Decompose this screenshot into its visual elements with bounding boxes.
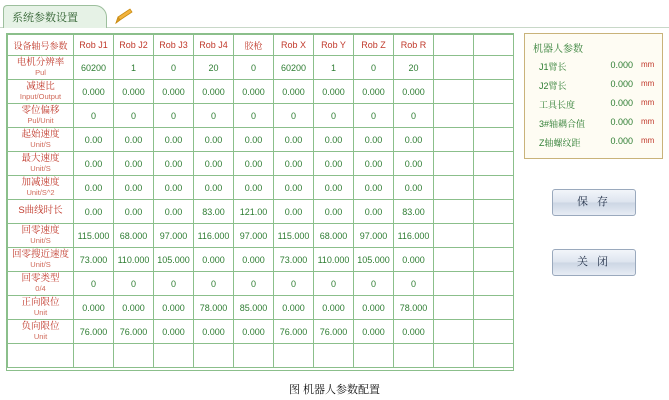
table-cell[interactable]: [434, 176, 474, 200]
table-cell[interactable]: [474, 80, 514, 104]
table-cell[interactable]: 0: [154, 272, 194, 296]
table-cell[interactable]: 0: [114, 272, 154, 296]
robot-param-unit: mm: [641, 136, 655, 145]
table-row: [8, 56, 515, 80]
table-row-empty: [8, 344, 515, 368]
table-cell[interactable]: 0.00: [394, 128, 434, 152]
robot-param-unit: mm: [641, 79, 655, 88]
robot-param-row: [525, 136, 664, 153]
table-cell[interactable]: 0.000: [314, 296, 354, 320]
table-cell[interactable]: 0.00: [354, 200, 394, 224]
table-cell[interactable]: 0: [274, 104, 314, 128]
table-cell[interactable]: 76.000: [274, 320, 314, 344]
column-header-rob-j1[interactable]: Rob J1: [74, 35, 114, 56]
table-cell[interactable]: 0.00: [114, 152, 154, 176]
table-cell[interactable]: 0.00: [234, 176, 274, 200]
table-cell[interactable]: 0.00: [194, 176, 234, 200]
table-cell[interactable]: 97.000: [234, 224, 274, 248]
table-cell-empty[interactable]: [434, 344, 474, 368]
table-cell[interactable]: [514, 128, 515, 152]
table-cell[interactable]: 0.000: [314, 80, 354, 104]
row-header-unit: Unit: [33, 307, 48, 317]
parameter-table-header: [8, 35, 515, 56]
table-cell[interactable]: [434, 224, 474, 248]
row-header-unit: 0/4: [35, 283, 46, 293]
table-cell[interactable]: 73.000: [74, 248, 114, 272]
table-cell[interactable]: 1: [314, 56, 354, 80]
table-cell[interactable]: 60200: [74, 56, 114, 80]
column-header-blank[interactable]: [514, 35, 515, 56]
table-row: [8, 200, 515, 224]
table-cell[interactable]: 0.000: [274, 80, 314, 104]
table-cell[interactable]: [434, 248, 474, 272]
table-cell[interactable]: [474, 128, 514, 152]
table-cell[interactable]: [474, 152, 514, 176]
table-cell[interactable]: [434, 200, 474, 224]
table-cell[interactable]: 85.000: [234, 296, 274, 320]
table-row: [8, 320, 515, 344]
row-header-unit: Input/Output: [19, 91, 62, 101]
table-cell[interactable]: [514, 224, 515, 248]
table-cell[interactable]: 0.00: [154, 152, 194, 176]
table-row: [8, 296, 515, 320]
table-cell[interactable]: [474, 224, 514, 248]
table-cell[interactable]: [434, 272, 474, 296]
table-cell[interactable]: 78.000: [194, 296, 234, 320]
table-cell[interactable]: [434, 80, 474, 104]
row-header: [8, 200, 74, 224]
table-cell[interactable]: 0.000: [234, 320, 274, 344]
table-cell[interactable]: 20: [194, 56, 234, 80]
row-header-label: 回零类型: [21, 272, 60, 284]
table-cell[interactable]: 0: [234, 272, 274, 296]
column-header-rob-z[interactable]: Rob Z: [354, 35, 394, 56]
table-cell[interactable]: 116.000: [194, 224, 234, 248]
column-header-rob-r[interactable]: Rob R: [394, 35, 434, 56]
table-cell[interactable]: 0: [234, 104, 274, 128]
robot-param-label: 3#轴耦合值: [539, 119, 586, 129]
table-cell[interactable]: 0.000: [194, 80, 234, 104]
table-row: [8, 248, 515, 272]
table-cell[interactable]: 0.00: [114, 200, 154, 224]
table-cell[interactable]: 0.000: [394, 248, 434, 272]
row-header-label: 电机分辨率: [16, 56, 65, 68]
table-cell[interactable]: 76.000: [74, 320, 114, 344]
table-cell-empty[interactable]: [194, 344, 234, 368]
table-cell[interactable]: 105.000: [154, 248, 194, 272]
table-cell[interactable]: 0.00: [274, 128, 314, 152]
table-cell-empty[interactable]: [154, 344, 194, 368]
table-cell[interactable]: 0.000: [194, 248, 234, 272]
table-cell[interactable]: [474, 56, 514, 80]
table-cell[interactable]: 0.00: [394, 176, 434, 200]
table-row: [8, 176, 515, 200]
row-header-unit: Unit/S: [30, 163, 51, 173]
table-cell[interactable]: 0.00: [154, 200, 194, 224]
table-cell[interactable]: 68.000: [114, 224, 154, 248]
table-cell[interactable]: [514, 152, 515, 176]
table-cell[interactable]: 0.00: [274, 200, 314, 224]
table-cell[interactable]: 76.000: [314, 320, 354, 344]
robot-param-unit: mm: [641, 60, 655, 69]
row-header-unit: Pul: [35, 67, 46, 77]
table-cell[interactable]: 0: [394, 272, 434, 296]
robot-param-row: [525, 98, 664, 115]
row-header-unit: Unit: [33, 331, 48, 341]
column-header-胶枪[interactable]: 胶枪: [234, 35, 274, 56]
table-cell[interactable]: [434, 104, 474, 128]
table-cell[interactable]: [474, 296, 514, 320]
table-cell[interactable]: 0: [314, 272, 354, 296]
table-cell[interactable]: 0: [354, 56, 394, 80]
table-cell[interactable]: 0.00: [234, 128, 274, 152]
table-cell[interactable]: 73.000: [274, 248, 314, 272]
table-cell[interactable]: 105.000: [354, 248, 394, 272]
table-cell-empty[interactable]: [8, 344, 74, 368]
table-row: [8, 104, 515, 128]
row-header-label: 正向限位: [21, 296, 60, 308]
row-header-label: 回零速度: [21, 224, 60, 236]
table-cell[interactable]: [474, 248, 514, 272]
table-cell-empty[interactable]: [314, 344, 354, 368]
tab-bar: [0, 0, 669, 30]
close-button[interactable]: 关 闭: [552, 249, 636, 276]
row-header-label: 加减速度: [21, 176, 60, 188]
row-header: [8, 176, 74, 200]
column-header-rob-x[interactable]: Rob X: [274, 35, 314, 56]
pencil-icon[interactable]: [113, 8, 135, 26]
table-cell[interactable]: [434, 128, 474, 152]
figure-caption: 图 机器人参数配置: [288, 384, 381, 396]
table-cell-empty[interactable]: [354, 344, 394, 368]
row-header: [8, 320, 74, 344]
row-header-unit: Unit/S: [30, 235, 51, 245]
robot-param-value[interactable]: 0.000: [610, 60, 633, 70]
robot-param-value[interactable]: 0.000: [610, 98, 633, 108]
column-header-axis-param[interactable]: 设备轴号参数: [8, 35, 74, 56]
robot-param-value[interactable]: 0.000: [610, 136, 633, 146]
row-header-unit: Pul/Unit: [27, 115, 54, 125]
column-header-rob-j2[interactable]: Rob J2: [114, 35, 154, 56]
table-cell[interactable]: 83.00: [194, 200, 234, 224]
row-header: [8, 272, 74, 296]
column-header-rob-y[interactable]: Rob Y: [314, 35, 354, 56]
table-cell[interactable]: 0.00: [394, 152, 434, 176]
table-cell[interactable]: [514, 80, 515, 104]
table-cell[interactable]: 0.000: [354, 296, 394, 320]
row-header-label: 负向限位: [21, 320, 60, 332]
table-cell[interactable]: 0.00: [74, 128, 114, 152]
table-row: [8, 128, 515, 152]
table-row: [8, 80, 515, 104]
table-cell[interactable]: 116.000: [394, 224, 434, 248]
table-cell[interactable]: 115.000: [74, 224, 114, 248]
table-cell-empty[interactable]: [274, 344, 314, 368]
table-cell[interactable]: 0.000: [234, 248, 274, 272]
row-header: [8, 56, 74, 80]
row-header-label: 最大速度: [21, 152, 60, 164]
table-cell[interactable]: 0.00: [314, 176, 354, 200]
robot-param-label: 工具长度: [539, 100, 576, 110]
table-cell[interactable]: 0: [194, 104, 234, 128]
robot-param-row: [525, 79, 664, 96]
row-header: [8, 296, 74, 320]
table-cell[interactable]: 83.00: [394, 200, 434, 224]
table-cell[interactable]: 0.00: [74, 200, 114, 224]
table-cell[interactable]: [474, 176, 514, 200]
table-cell[interactable]: [474, 104, 514, 128]
robot-param-row: [525, 60, 664, 77]
row-header: [8, 80, 74, 104]
table-cell[interactable]: [474, 272, 514, 296]
table-cell[interactable]: 0.00: [194, 152, 234, 176]
table-cell[interactable]: 110.000: [114, 248, 154, 272]
table-cell[interactable]: 0: [154, 56, 194, 80]
column-header-rob-j3[interactable]: Rob J3: [154, 35, 194, 56]
table-cell[interactable]: 78.000: [394, 296, 434, 320]
tab-system-parameter-settings-label: 系统参数设置: [12, 12, 78, 24]
table-cell[interactable]: 115.000: [274, 224, 314, 248]
table-cell[interactable]: 0.00: [314, 152, 354, 176]
table-cell[interactable]: 0: [194, 272, 234, 296]
table-cell[interactable]: 0: [354, 104, 394, 128]
table-cell[interactable]: 0: [154, 104, 194, 128]
table-cell[interactable]: 0.00: [114, 128, 154, 152]
table-cell[interactable]: 0.000: [154, 296, 194, 320]
table-cell[interactable]: 0.00: [274, 176, 314, 200]
column-header-blank[interactable]: [434, 35, 474, 56]
table-cell[interactable]: [434, 320, 474, 344]
row-header-label: 零位偏移: [21, 104, 60, 116]
table-cell-empty[interactable]: [394, 344, 434, 368]
table-cell[interactable]: 0: [394, 104, 434, 128]
row-header-label: 回零搜近速度: [11, 248, 69, 260]
table-cell[interactable]: [474, 200, 514, 224]
table-cell[interactable]: 0: [314, 104, 354, 128]
table-cell[interactable]: 0: [354, 272, 394, 296]
table-cell[interactable]: 20: [394, 56, 434, 80]
row-header-unit: Unit/S: [30, 259, 51, 269]
table-cell-empty[interactable]: [74, 344, 114, 368]
table-cell[interactable]: [514, 104, 515, 128]
table-cell-empty[interactable]: [514, 344, 515, 368]
table-cell[interactable]: 0.00: [354, 128, 394, 152]
save-button[interactable]: 保 存: [552, 189, 636, 216]
table-cell[interactable]: [434, 152, 474, 176]
table-cell-empty[interactable]: [474, 344, 514, 368]
table-cell[interactable]: 0.000: [74, 80, 114, 104]
table-cell[interactable]: 0: [74, 272, 114, 296]
table-cell[interactable]: 0.00: [74, 176, 114, 200]
table-cell[interactable]: 97.000: [354, 224, 394, 248]
table-cell[interactable]: 0.000: [354, 80, 394, 104]
table-cell[interactable]: 0.00: [354, 176, 394, 200]
table-cell[interactable]: 0.000: [354, 320, 394, 344]
table-cell[interactable]: 110.000: [314, 248, 354, 272]
table-cell[interactable]: [514, 272, 515, 296]
table-cell[interactable]: [514, 176, 515, 200]
table-cell[interactable]: 0: [114, 104, 154, 128]
robot-parameter-panel: [524, 33, 663, 159]
table-cell[interactable]: [434, 296, 474, 320]
table-cell[interactable]: 0.00: [154, 176, 194, 200]
row-header: [8, 128, 74, 152]
table-cell[interactable]: [514, 56, 515, 80]
table-cell[interactable]: 0.000: [154, 80, 194, 104]
row-header: [8, 248, 74, 272]
robot-param-label: J1臂长: [539, 62, 567, 72]
row-header-label: 减速比: [26, 80, 55, 92]
table-cell[interactable]: [514, 320, 515, 344]
table-cell[interactable]: 0.000: [74, 296, 114, 320]
table-cell[interactable]: 0: [274, 272, 314, 296]
column-header-blank[interactable]: [474, 35, 514, 56]
row-header-label: S曲线时长: [18, 205, 63, 217]
table-cell[interactable]: [514, 296, 515, 320]
robot-param-unit: mm: [641, 117, 655, 126]
row-header: [8, 104, 74, 128]
table-header-row: [8, 35, 515, 56]
table-cell[interactable]: 1: [114, 56, 154, 80]
parameter-table: [7, 34, 514, 368]
table-cell[interactable]: 0: [74, 104, 114, 128]
table-cell[interactable]: 0.00: [234, 152, 274, 176]
table-cell[interactable]: [434, 56, 474, 80]
robot-param-value[interactable]: 0.000: [610, 79, 633, 89]
table-cell[interactable]: 0.00: [194, 128, 234, 152]
robot-param-value[interactable]: 0.000: [610, 117, 633, 127]
parameter-table-container[interactable]: [6, 33, 514, 371]
table-cell[interactable]: 121.00: [234, 200, 274, 224]
table-cell[interactable]: 0.000: [194, 320, 234, 344]
table-cell[interactable]: 0.00: [354, 152, 394, 176]
table-cell[interactable]: 0.00: [274, 152, 314, 176]
table-cell[interactable]: 0.00: [114, 176, 154, 200]
row-header-label: 起始速度: [21, 128, 60, 140]
table-row: [8, 152, 515, 176]
table-row: [8, 272, 515, 296]
table-cell[interactable]: [514, 248, 515, 272]
row-header-unit: Unit/S: [30, 139, 51, 149]
table-cell[interactable]: 76.000: [114, 320, 154, 344]
table-cell[interactable]: 60200: [274, 56, 314, 80]
table-cell[interactable]: 0.000: [154, 320, 194, 344]
row-header: [8, 152, 74, 176]
table-cell-empty[interactable]: [234, 344, 274, 368]
table-cell[interactable]: [514, 200, 515, 224]
table-cell[interactable]: 0.000: [394, 80, 434, 104]
table-cell[interactable]: 0.000: [114, 296, 154, 320]
table-cell[interactable]: 0.000: [114, 80, 154, 104]
table-cell[interactable]: 0.00: [74, 152, 114, 176]
robot-param-label: J2臂长: [539, 81, 567, 91]
table-cell[interactable]: 0.00: [314, 128, 354, 152]
row-header-unit: Unit/S^2: [26, 187, 55, 197]
table-cell[interactable]: [474, 320, 514, 344]
robot-param-row: [525, 117, 664, 134]
robot-parameter-panel-title: 机器人参数: [533, 44, 583, 55]
column-header-rob-j4[interactable]: Rob J4: [194, 35, 234, 56]
table-cell[interactable]: 68.000: [314, 224, 354, 248]
table-cell[interactable]: 0.00: [314, 200, 354, 224]
table-cell[interactable]: 0.000: [394, 320, 434, 344]
parameter-table-body: [8, 56, 515, 368]
table-cell[interactable]: 0: [234, 56, 274, 80]
table-cell-empty[interactable]: [114, 344, 154, 368]
robot-param-unit: mm: [641, 98, 655, 107]
robot-param-label: Z轴螺纹距: [539, 138, 581, 148]
table-cell[interactable]: 0.000: [274, 296, 314, 320]
table-cell[interactable]: 0.000: [234, 80, 274, 104]
row-header: [8, 224, 74, 248]
table-cell[interactable]: 0.00: [154, 128, 194, 152]
table-cell[interactable]: 97.000: [154, 224, 194, 248]
table-row: [8, 224, 515, 248]
